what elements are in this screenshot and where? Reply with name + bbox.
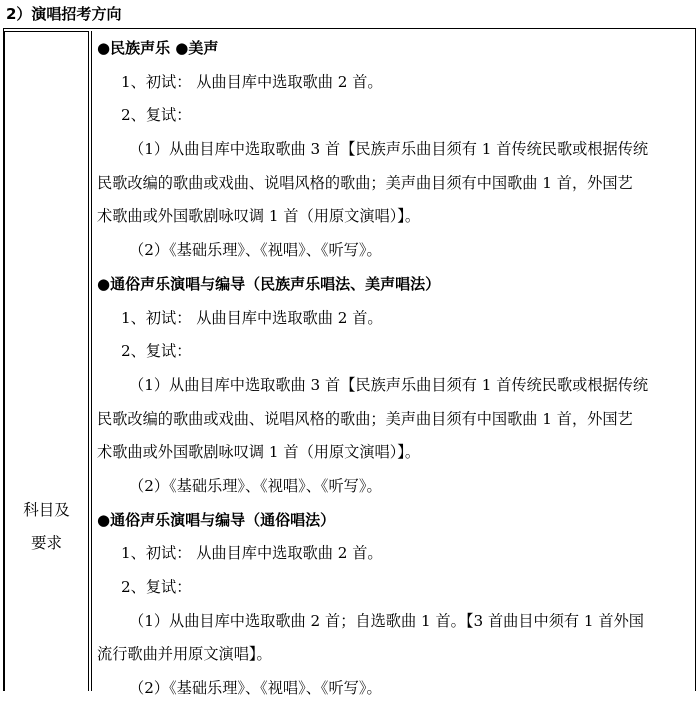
requirement-line: 1、初试： 从曲目库中选取歌曲 2 首。 xyxy=(121,544,383,563)
requirements-content xyxy=(97,32,693,706)
row-label-line-1: 科目及 xyxy=(23,501,70,519)
requirement-line: 2、复试： xyxy=(121,342,192,361)
requirement-line: （1）从曲目库中选取歌曲 3 首【民族声乐曲目须有 1 首传统民歌或根据传统 xyxy=(129,375,649,394)
section-title: 2）演唱招考方向 xyxy=(6,5,122,23)
requirement-line: 民歌改编的歌曲或戏曲、说唱风格的歌曲；美声曲目须有中国歌曲 1 首，外国艺 xyxy=(97,409,633,428)
row-label-line-2: 要求 xyxy=(30,534,62,552)
requirement-line: 1、初试： 从曲目库中选取歌曲 2 首。 xyxy=(121,308,383,327)
category-heading: ●通俗声乐演唱与编导（通俗唱法） xyxy=(97,510,336,529)
requirement-line: （1）从曲目库中选取歌曲 3 首【民族声乐曲目须有 1 首传统民歌或根据传统 xyxy=(129,140,649,159)
requirement-line: 2、复试： xyxy=(121,578,192,596)
requirement-line: （1）从曲目库中选取歌曲 2 首；自选歌曲 1 首。【3 首曲目中须有 1 首外国 xyxy=(129,611,644,630)
requirement-line: 术歌曲或外国歌剧咏叹调 1 首（用原文演唱）】。 xyxy=(97,443,421,462)
requirement-line: （2）《基础乐理》、《视唱》、《听写》。 xyxy=(129,476,382,495)
row-label xyxy=(4,494,89,560)
table-column-divider xyxy=(91,31,92,691)
category-heading: ●民族声乐 ●美声 xyxy=(97,39,219,57)
requirement-line: （2）《基础乐理》、《视唱》、《听写》。 xyxy=(129,241,382,260)
requirement-line: 1、初试： 从曲目库中选取歌曲 2 首。 xyxy=(121,72,383,91)
table-label-column xyxy=(4,31,89,691)
requirement-line: 流行歌曲并用原文演唱】。 xyxy=(97,645,272,664)
requirement-line: 民歌改编的歌曲或戏曲、说唱风格的歌曲；美声曲目须有中国歌曲 1 首，外国艺 xyxy=(97,173,633,192)
category-heading: ●通俗声乐演唱与编导（民族声乐唱法、美声唱法） xyxy=(97,274,441,293)
requirement-line: 2、复试： xyxy=(121,106,192,125)
requirement-line: （2）《基础乐理》、《视唱》、《听写》。 xyxy=(129,679,382,698)
requirement-line: 术歌曲或外国歌剧咏叹调 1 首（用原文演唱）】。 xyxy=(97,207,421,226)
